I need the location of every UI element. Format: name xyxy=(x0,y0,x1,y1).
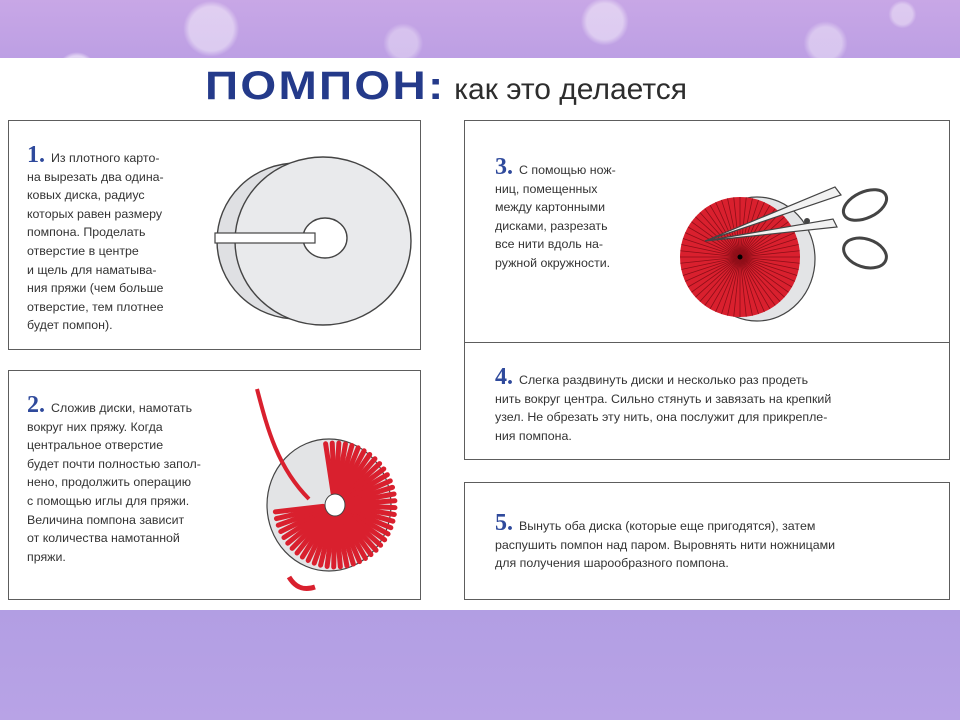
cutting-scissors-illustration xyxy=(665,129,925,359)
step-4-body: Слегка раздвинуть диски и несколько раз продеть нить вокруг центра. Сильно стянуть и завязать на крепкий узел. Не обрезать эту нить, она послужит для прикрепле- ния помпона. xyxy=(495,373,832,443)
step-1-card xyxy=(8,120,421,350)
step-3-body: С помощью нож- ниц, помещенных между картонными дисками, разрезать все нити вдоль на- ружной окружности. xyxy=(495,163,616,270)
step-2-body: Сложив диски, намотать вокруг них пряжу. Когда центральное отверстие будет почти полностью запол- нено, продолжить операцию с помощью иглы для пряжи. Величина помпона зависит от количества намотанной пряжи. xyxy=(27,401,201,564)
center-knot xyxy=(738,255,743,260)
cardboard-discs-illustration xyxy=(201,143,421,333)
step-3-number: 3. xyxy=(495,154,513,180)
step-5-card xyxy=(464,482,950,600)
yarn-winding-illustration xyxy=(249,387,409,597)
instruction-sheet xyxy=(0,58,960,610)
step-1-text xyxy=(27,142,207,335)
step-5-number: 5. xyxy=(495,510,513,536)
step-2-number: 2. xyxy=(27,392,45,418)
title-row xyxy=(205,64,687,114)
page-title: ПОМПОН: xyxy=(205,64,446,108)
step-2-text xyxy=(27,392,257,566)
step-4-card xyxy=(464,342,950,460)
step-3-text xyxy=(495,154,685,273)
step-5-text xyxy=(495,510,945,573)
step-1-body: Из плотного карто- на вырезать два одина- ковых диска, радиус которых равен размеру помпона. Проделать отверстие в центре и щель для наматыва- ния пряжи (чем больше отверстие, тем плотнее будет помпон). xyxy=(27,151,164,333)
step-4-text xyxy=(495,364,945,445)
center-hole xyxy=(325,494,345,516)
step-4-number: 4. xyxy=(495,364,513,390)
page-subtitle: как это делается xyxy=(454,73,687,106)
step-5-body: Вынуть оба диска (которые еще пригодятся), затем распушить помпон над паром. Выровнять нити ножницами для получения шарообразного помпона. xyxy=(495,519,836,571)
step-2-card xyxy=(8,370,421,600)
yarn-tail xyxy=(289,577,315,589)
step-3-card xyxy=(464,120,950,380)
step-1-number: 1. xyxy=(27,142,45,168)
